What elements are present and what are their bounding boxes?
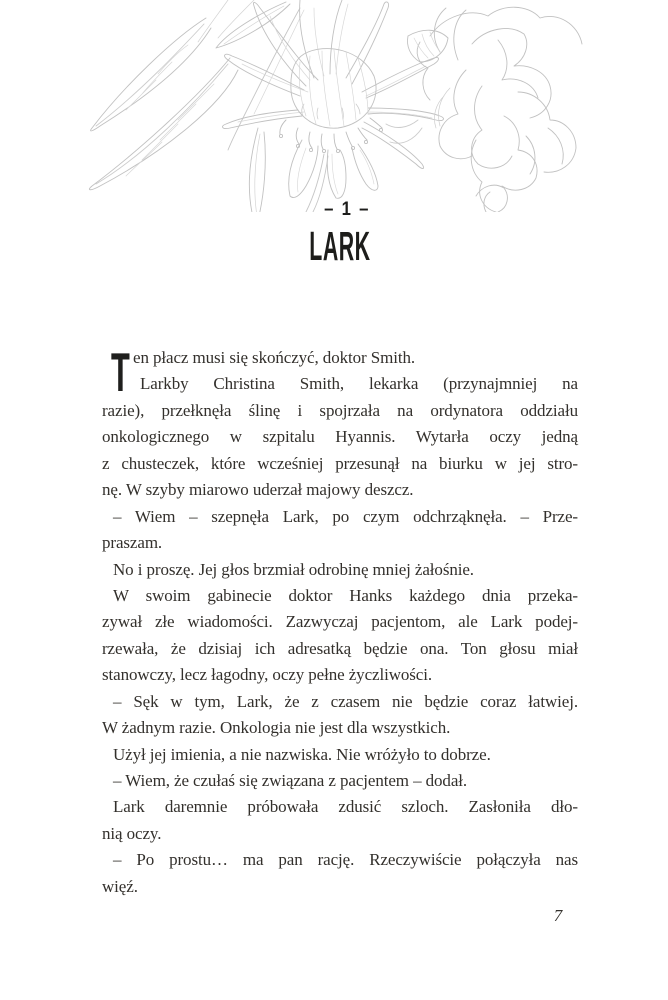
body-line: W swoim gabinecie doktor Hanks każdego dnia przeka- (113, 585, 578, 605)
chapter-title (102, 223, 578, 269)
chapter-title-label: LARK (309, 223, 371, 269)
body-line: – Po prostu… ma pan rację. Rzeczywiście połączyła nas (113, 850, 578, 870)
page-number: 7 (553, 906, 563, 925)
peony-line-art-illustration (78, 0, 583, 212)
body-line: rzewała, że dzisiaj ich adresatką będzie ona. Ton głosu miał (102, 638, 578, 658)
body-line: z chusteczek, które wcześniej przesunął na biurku w jej stro- (102, 453, 578, 473)
body-line: – Wiem – szepnęła Lark, po czym odchrząknęła. – Prze- (113, 506, 578, 526)
body-line: praszam. (102, 533, 163, 553)
drop-cap-letter: T (111, 341, 130, 403)
body-line: więź. (102, 876, 138, 896)
body-text (102, 341, 578, 900)
body-line: – Wiem, że czułaś się związana z pacjentem – dodał. (113, 771, 468, 790)
body-line: nią oczy. (102, 823, 162, 843)
body-line: Lark daremnie próbowała zdusić szloch. Zasłoniła dło- (113, 797, 578, 817)
body-line: – Sęk w tym, Lark, że z czasem nie będzie coraz łatwiej. (113, 691, 578, 711)
body-line: stanowczy, lecz łagodny, oczy pełne życzliwości. (102, 665, 433, 685)
body-line: onkologicznego w szpitalu Hyannis. Wytarła oczy jedną (102, 427, 578, 447)
body-line: W żadnym razie. Onkologia nie jest dla wszystkich. (102, 718, 451, 738)
chapter-number-label: – 1 – (324, 199, 371, 220)
peony-flowers-svg (78, 0, 583, 212)
body-line: Użył jej imienia, a nie nazwiska. Nie wróżyło to dobrze. (113, 744, 491, 764)
body-line: en płacz musi się skończyć, doktor Smith. (133, 348, 416, 367)
chapter-number (102, 199, 578, 221)
body-line: Larkby Christina Smith, lekarka (przynajmniej na (140, 374, 578, 394)
body-line: No i proszę. Jej głos brzmiał odrobinę mniej żałośnie. (113, 559, 474, 579)
body-line: nę. W szyby miarowo uderzał majowy deszcz. (102, 480, 414, 500)
body-line: zywał złe wiadomości. Zazwyczaj pacjentom, ale Lark podej- (102, 612, 578, 632)
body-line: razie), przełknęła ślinę i spojrzała na ordynatora oddziału (102, 400, 578, 420)
